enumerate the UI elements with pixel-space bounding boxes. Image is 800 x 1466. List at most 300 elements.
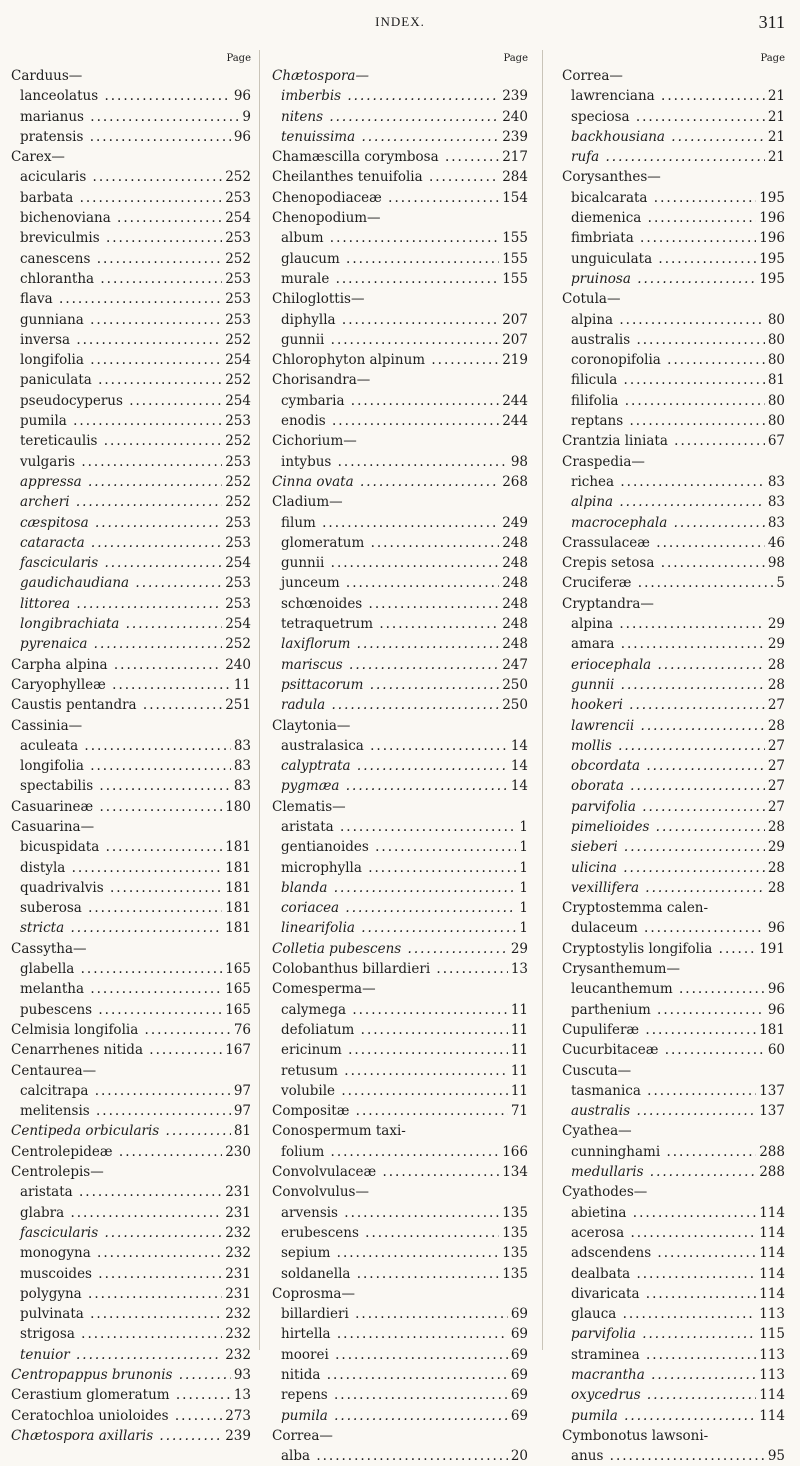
entry-page: 69 [508,1304,528,1324]
entry-page: 69 [508,1406,528,1426]
index-entry [272,1182,528,1202]
index-entry [11,1304,251,1324]
entry-page: 165 [222,979,251,999]
index-entry [562,1061,785,1081]
entry-page: 95 [765,1446,785,1466]
index-entry [562,127,785,147]
entry-term: Correa— [272,1427,333,1444]
entry-term: macrocephala ..... [562,513,785,533]
entry-page: 181 [222,878,251,898]
entry-page: 83 [765,492,785,512]
entry-page: 253 [222,594,251,614]
index-entry [272,452,528,472]
index-entry [562,573,785,593]
entry-page: 13 [508,959,528,979]
index-entry [562,1284,785,1304]
index-entry [11,716,251,736]
entry-page: 252 [222,472,251,492]
entry-term: Ceratochloa unioloides ..... [11,1406,251,1426]
entry-term: australasica ..... [272,736,528,756]
entry-page: 83 [765,513,785,533]
entry-term: Cruciferæ ..... [562,573,785,593]
index-entry [11,878,251,898]
index-entry [272,431,528,451]
entry-term: tetraquetrum ..... [272,614,528,634]
entry-term: cunninghami ..... [562,1142,785,1162]
index-entry [11,188,251,208]
entry-term: longifolia ..... [11,350,251,370]
index-entry [272,1040,528,1060]
index-entry [562,1324,785,1344]
index-entry [272,492,528,512]
entry-page: 97 [231,1081,251,1101]
entry-page: 137 [756,1081,785,1101]
index-entry [562,533,785,553]
index-entry [11,86,251,106]
entry-term: melitensis ..... [11,1101,251,1121]
entry-term: Chenopodium— [272,210,381,227]
index-entry [562,594,785,614]
entry-page: 248 [499,533,528,553]
entry-page: 27 [765,695,785,715]
entry-page: 1 [516,817,528,837]
index-entry [11,289,251,309]
entry-term: Centrolepideæ ..... [11,1142,251,1162]
entry-term: sieberi ..... [562,837,785,857]
entry-page: 27 [765,776,785,796]
entry-page: 114 [756,1406,785,1426]
index-entry [11,1162,251,1182]
entry-page: 248 [499,614,528,634]
index-entry [272,472,528,492]
entry-term: Colletia pubescens ..... [272,939,528,959]
index-entry [562,66,785,86]
entry-term: Centipeda orbicularis ..... [11,1121,251,1141]
index-entry [562,310,785,330]
entry-page: 181 [756,1020,785,1040]
index-entry [562,350,785,370]
entry-term: Cichorium— [272,433,357,450]
index-entry [562,1081,785,1101]
entry-page: 166 [499,1142,528,1162]
index-entry [11,736,251,756]
entry-term: acerosa ..... [562,1223,785,1243]
entry-page: 254 [222,553,251,573]
entry-page: 231 [222,1182,251,1202]
index-entry [11,147,251,167]
entry-term: Caryophylleæ ..... [11,675,251,695]
entry-term: microphylla ..... [272,858,528,878]
index-entry [11,1284,251,1304]
entry-page: 28 [765,716,785,736]
entry-term: gunnii ..... [272,330,528,350]
entry-page: 28 [765,858,785,878]
entry-page: 29 [508,939,528,959]
entry-term: Conospermum taxi- [272,1123,406,1140]
entry-term: fascicularis ..... [11,553,251,573]
index-entry [272,858,528,878]
index-entry [562,370,785,390]
entry-page: 195 [756,249,785,269]
entry-term: Coprosma— [272,1285,355,1302]
index-entry [562,776,785,796]
entry-page: 248 [499,553,528,573]
index-entry [272,66,528,86]
index-entry [562,1385,785,1405]
entry-term: vulgaris ..... [11,452,251,472]
entry-term: pygmæa ..... [272,776,528,796]
entry-term: aristata ..... [11,1182,251,1202]
index-entry [272,167,528,187]
index-entry [11,1264,251,1284]
entry-page: 27 [765,756,785,776]
index-entry [272,1203,528,1223]
entry-page: 195 [756,188,785,208]
entry-term: Chlorophyton alpinum ..... [272,350,528,370]
index-entry [562,553,785,573]
index-entry [272,289,528,309]
entry-term: pseudocyperus ..... [11,391,251,411]
index-entry [11,695,251,715]
index-entry [562,1121,785,1141]
entry-page: 167 [222,1040,251,1060]
entry-term: Cryptostemma calen- [562,900,709,917]
entry-page: 155 [499,269,528,289]
index-entry [562,675,785,695]
entry-term: cæspitosa ..... [11,513,251,533]
entry-term: longifolia ..... [11,756,251,776]
index-entry [562,1345,785,1365]
entry-term: leucanthemum ..... [562,979,785,999]
index-entry [272,1284,528,1304]
index-entry [562,939,785,959]
entry-page: 284 [499,167,528,187]
entry-term: folium ..... [272,1142,528,1162]
entry-page: 240 [222,655,251,675]
entry-page: 288 [756,1162,785,1182]
column-divider [259,50,260,1350]
entry-term: australis ..... [562,330,785,350]
index-entry [272,391,528,411]
entry-term: enodis ..... [272,411,528,431]
index-entry [272,411,528,431]
entry-term: schœnoides ..... [272,594,528,614]
entry-term: murale ..... [272,269,528,289]
entry-term: dealbata ..... [562,1264,785,1284]
entry-page: 69 [508,1365,528,1385]
index-entry [11,939,251,959]
entry-term: Cupuliferæ ..... [562,1020,785,1040]
index-entry [11,228,251,248]
entry-page: 21 [765,107,785,127]
entry-page: 232 [222,1304,251,1324]
entry-term: archeri ..... [11,492,251,512]
index-entry [11,350,251,370]
entry-page: 27 [765,736,785,756]
index-entry [272,979,528,999]
index-entry [562,1304,785,1324]
entry-page: 250 [499,695,528,715]
entry-term: Comesperma— [272,981,376,998]
entry-page: 93 [231,1365,251,1385]
entry-page: 247 [499,655,528,675]
index-entry [562,1040,785,1060]
entry-page: 137 [756,1101,785,1121]
entry-page: 240 [499,107,528,127]
entry-page: 196 [756,228,785,248]
entry-term: mollis ..... [562,736,785,756]
index-entry [11,614,251,634]
entry-page: 67 [765,431,785,451]
entry-term: tasmanica ..... [562,1081,785,1101]
entry-page: 21 [765,147,785,167]
entry-page: 11 [508,1000,528,1020]
entry-term: barbata ..... [11,188,251,208]
index-entry [562,979,785,999]
index-entry [11,634,251,654]
entry-term: bichenoviana ..... [11,208,251,228]
index-entry [272,716,528,736]
entry-term: Chenopodiaceæ ..... [272,188,528,208]
index-entry [272,107,528,127]
entry-term: Cenarrhenes nitida ..... [11,1040,251,1060]
entry-term: Cotula— [562,291,621,308]
entry-page: 191 [756,939,785,959]
entry-page: 1 [516,878,528,898]
index-entry [562,959,785,979]
index-entry [272,573,528,593]
entry-term: distyla ..... [11,858,251,878]
index-entry [562,269,785,289]
index-entry [562,188,785,208]
entry-term: backhousiana ..... [562,127,785,147]
index-entry [272,208,528,228]
index-entry [272,1243,528,1263]
column-page-label: Page [503,53,528,64]
entry-term: unguiculata ..... [562,249,785,269]
entry-term: soldanella ..... [272,1264,528,1284]
entry-page: 11 [508,1081,528,1101]
entry-term: polygyna ..... [11,1284,251,1304]
entry-page: 207 [499,310,528,330]
index-entry [272,86,528,106]
entry-term: repens ..... [272,1385,528,1405]
entry-page: 251 [222,695,251,715]
entry-term: vexillifera ..... [562,878,785,898]
index-entry [11,452,251,472]
entry-term: fimbriata ..... [562,228,785,248]
index-entry [11,370,251,390]
index-entry [272,1101,528,1121]
entry-term: gunnii ..... [562,675,785,695]
index-entry [272,1385,528,1405]
entry-term: diemenica ..... [562,208,785,228]
entry-page: 232 [222,1243,251,1263]
index-entry [11,817,251,837]
entry-page: 1 [516,858,528,878]
entry-page: 134 [499,1162,528,1182]
index-entry [562,797,785,817]
index-entry [272,1162,528,1182]
entry-page: 239 [499,86,528,106]
entry-page: 253 [222,269,251,289]
index-entry [272,1020,528,1040]
entry-page: 252 [222,370,251,390]
entry-page: 239 [222,1426,251,1446]
entry-page: 230 [222,1142,251,1162]
index-entry [562,1446,785,1466]
entry-term: psittacorum ..... [272,675,528,695]
entry-page: 46 [765,533,785,553]
entry-term: parvifolia ..... [562,1324,785,1344]
index-entry [272,695,528,715]
entry-term: australis ..... [562,1101,785,1121]
index-column-3 [562,52,785,1466]
entry-term: Centrolepis— [11,1164,104,1181]
entry-term: gentianoides ..... [272,837,528,857]
entry-term: filum ..... [272,513,528,533]
entry-page: 135 [499,1223,528,1243]
entry-page: 60 [765,1040,785,1060]
index-entry [11,675,251,695]
entry-page: 83 [231,776,251,796]
index-entry [11,310,251,330]
index-entry [11,858,251,878]
entry-term: erubescens ..... [272,1223,528,1243]
entry-page: 155 [499,249,528,269]
entry-page: 80 [765,391,785,411]
index-entry [11,1345,251,1365]
entry-page: 113 [756,1365,785,1385]
entry-term: moorei ..... [272,1345,528,1365]
page-header [0,12,800,36]
index-entry [11,594,251,614]
entry-term: Colobanthus billardieri ..... [272,959,528,979]
entry-page: 14 [508,736,528,756]
column-page-label: Page [760,53,785,64]
entry-page: 1 [516,918,528,938]
index-entry [272,898,528,918]
index-entry [562,107,785,127]
index-entry [11,472,251,492]
entry-page: 165 [222,1000,251,1020]
entry-page: 252 [222,431,251,451]
entry-page: 165 [222,959,251,979]
entry-term: Casuarina— [11,818,95,835]
index-entry [562,1203,785,1223]
index-entry [562,756,785,776]
entry-term: intybus ..... [272,452,528,472]
index-entry [562,634,785,654]
column-divider [542,50,543,1350]
index-entry [272,553,528,573]
entry-term: Celmisia longifolia ..... [11,1020,251,1040]
entry-term: calcitrapa ..... [11,1081,251,1101]
index-entry [11,391,251,411]
entry-term: alpina ..... [562,310,785,330]
entry-term: inversa ..... [11,330,251,350]
entry-page: 81 [231,1121,251,1141]
entry-page: 196 [756,208,785,228]
entry-term: macrantha ..... [562,1365,785,1385]
entry-term: glomeratum ..... [272,533,528,553]
entry-page: 252 [222,634,251,654]
index-entry [11,411,251,431]
entry-page: 181 [222,918,251,938]
entry-page: 28 [765,675,785,695]
entry-term: adscendens ..... [562,1243,785,1263]
entry-term: breviculmis ..... [11,228,251,248]
entry-page: 195 [756,269,785,289]
index-entry [11,1101,251,1121]
entry-page: 5 [773,573,785,593]
index-entry [11,837,251,857]
index-entry [11,553,251,573]
index-entry [562,391,785,411]
entry-term: defoliatum ..... [272,1020,528,1040]
index-entry [11,249,251,269]
entry-page: 254 [222,614,251,634]
index-entry [11,979,251,999]
index-entry [272,797,528,817]
entry-page: 253 [222,573,251,593]
index-entry [562,1365,785,1385]
entry-term: spectabilis ..... [11,776,251,796]
entry-page: 244 [499,391,528,411]
index-entry [272,1061,528,1081]
index-entry [272,350,528,370]
entry-page: 98 [508,452,528,472]
entry-term: Convolvulus— [272,1184,369,1201]
index-entry [562,1182,785,1202]
entry-term: calyptrata ..... [272,756,528,776]
index-entry [11,167,251,187]
entry-term: alba ..... [272,1446,528,1466]
entry-term: cataracta ..... [11,533,251,553]
entry-page: 231 [222,1264,251,1284]
index-entry [272,837,528,857]
entry-page: 80 [765,350,785,370]
index-entry [272,959,528,979]
entry-term: retusum ..... [272,1061,528,1081]
index-entry [11,1223,251,1243]
entry-page: 13 [231,1385,251,1405]
index-entry [272,655,528,675]
entry-term: Centaurea— [11,1062,97,1079]
entry-page: 71 [508,1101,528,1121]
index-entry [272,147,528,167]
index-entry [11,959,251,979]
index-entry [562,208,785,228]
entry-page: 231 [222,1203,251,1223]
index-entry [272,228,528,248]
entry-page: 252 [222,167,251,187]
entry-page: 114 [756,1243,785,1263]
entry-term: pumila ..... [562,1406,785,1426]
entry-term: aristata ..... [272,817,528,837]
index-entry [272,1304,528,1324]
index-entry [562,898,785,918]
index-entry [11,797,251,817]
entry-page: 113 [756,1304,785,1324]
entry-page: 21 [765,86,785,106]
entry-term: Chamæscilla corymbosa ..... [272,147,528,167]
entry-page: 80 [765,411,785,431]
entry-term: canescens ..... [11,249,251,269]
entry-term: sepium ..... [272,1243,528,1263]
index-entry [562,1223,785,1243]
entry-page: 114 [756,1264,785,1284]
